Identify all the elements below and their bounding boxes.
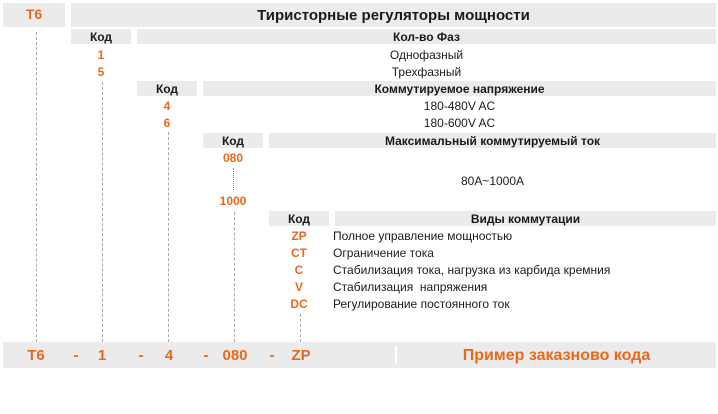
phases-desc-1: Однофазный <box>389 48 464 62</box>
title-code: T6 <box>25 6 43 22</box>
voltage-desc-6: 180-600V AC <box>423 116 496 130</box>
phases-code-5: 5 <box>97 65 105 79</box>
example-sep-1: - <box>73 347 79 364</box>
switching-code-ct: CT <box>291 246 307 260</box>
example-part-t6: T6 <box>27 347 45 364</box>
current-section-title: Максимальный коммутируемый ток <box>269 133 716 148</box>
current-desc: 80A~1000A <box>460 174 525 188</box>
voltage-code-4: 4 <box>163 99 171 113</box>
phases-desc-5: Трехфазный <box>391 65 462 79</box>
guide-line-phases <box>102 82 103 342</box>
switching-code-c: C <box>294 263 304 277</box>
example-part-switching: ZP <box>291 347 311 364</box>
switching-desc-ct: Ограничение тока <box>333 246 434 260</box>
switching-desc-c: Стабилизация тока, нагрузка из карбида кремния <box>333 263 611 277</box>
switching-desc-zp: Полное управление мощностью <box>333 229 513 243</box>
page-title <box>71 3 716 27</box>
switching-desc-dc: Регулирование постоянного ток <box>333 297 510 311</box>
guide-line-t6 <box>36 32 37 342</box>
guide-line-switching <box>300 314 301 342</box>
example-sep-2: - <box>138 347 144 364</box>
current-code-header: Код <box>203 133 263 148</box>
voltage-desc-4: 180-480V AC <box>423 99 496 113</box>
voltage-code-header: Код <box>137 81 197 96</box>
switching-desc-v: Стабилизация напряжения <box>333 280 488 294</box>
current-code-to: 1000 <box>219 194 247 208</box>
example-part-phases: 1 <box>97 347 107 364</box>
example-sep-3: - <box>203 347 209 364</box>
example-part-current: 080 <box>222 347 248 364</box>
switching-code-dc: DC <box>290 297 308 311</box>
example-label: Пример заказново кода <box>462 347 651 364</box>
switching-section-title: Виды коммутации <box>335 211 716 226</box>
guide-line-voltage <box>168 132 169 342</box>
voltage-section-title: Коммутируемое напряжение <box>203 81 716 96</box>
current-range-line <box>233 168 234 190</box>
switching-code-v: V <box>294 280 303 294</box>
page-title-text: Тиристорные регуляторы мощности <box>257 6 530 24</box>
example-sep-4: - <box>269 347 275 364</box>
guide-line-current <box>234 212 235 342</box>
phases-code-header: Код <box>71 29 131 44</box>
phases-section-title: Кол-во Фаз <box>137 29 716 44</box>
switching-code-zp: ZP <box>291 229 307 243</box>
switching-code-header: Код <box>269 211 329 226</box>
phases-code-1: 1 <box>97 48 105 62</box>
example-part-voltage: 4 <box>164 347 174 364</box>
current-code-from: 080 <box>222 151 244 165</box>
voltage-code-6: 6 <box>163 116 171 130</box>
